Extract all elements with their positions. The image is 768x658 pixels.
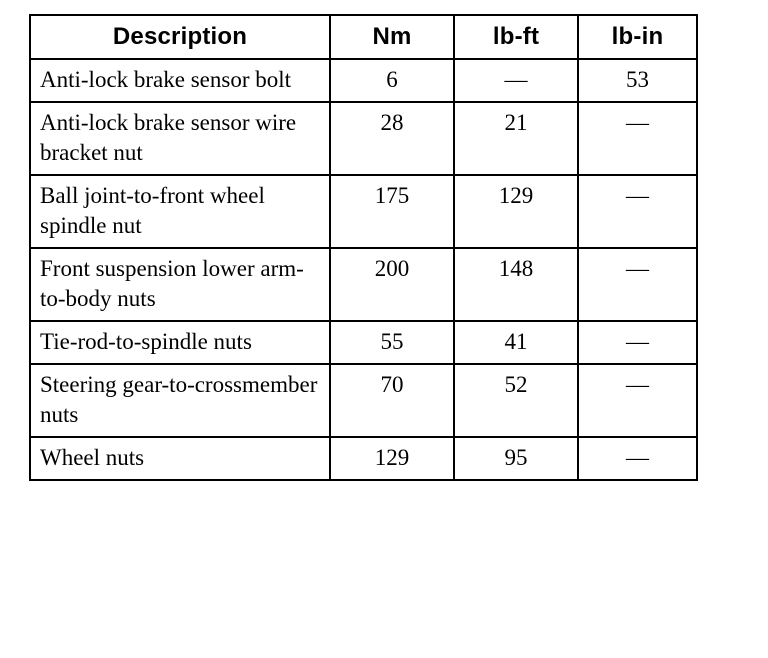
header-lb-in: lb-in — [578, 15, 697, 59]
cell-description: Front suspension lower arm-to-body nuts — [30, 248, 330, 321]
table-row — [30, 437, 697, 480]
header-lb-ft: lb-ft — [454, 15, 578, 59]
cell-lb-in: — — [578, 437, 697, 480]
cell-description: Steering gear-to-crossmember nuts — [30, 364, 330, 437]
cell-lb-ft: 52 — [454, 364, 578, 437]
cell-lb-ft: — — [454, 59, 578, 102]
cell-nm: 55 — [330, 321, 454, 364]
cell-lb-in: — — [578, 364, 697, 437]
cell-lb-ft: 21 — [454, 102, 578, 175]
cell-lb-in: — — [578, 248, 697, 321]
torque-specification-table — [29, 14, 698, 481]
table-row — [30, 102, 697, 175]
cell-description: Wheel nuts — [30, 437, 330, 480]
cell-nm: 175 — [330, 175, 454, 248]
cell-lb-in: 53 — [578, 59, 697, 102]
header-description: Description — [30, 15, 330, 59]
cell-description: Anti-lock brake sensor bolt — [30, 59, 330, 102]
cell-lb-ft: 129 — [454, 175, 578, 248]
table-row — [30, 175, 697, 248]
table-row — [30, 321, 697, 364]
table-row — [30, 248, 697, 321]
table-row — [30, 364, 697, 437]
cell-nm: 28 — [330, 102, 454, 175]
cell-lb-ft: 95 — [454, 437, 578, 480]
cell-nm: 200 — [330, 248, 454, 321]
header-nm: Nm — [330, 15, 454, 59]
cell-description: Ball joint-to-front wheel spindle nut — [30, 175, 330, 248]
cell-description: Tie-rod-to-spindle nuts — [30, 321, 330, 364]
cell-lb-ft: 148 — [454, 248, 578, 321]
cell-lb-ft: 41 — [454, 321, 578, 364]
cell-nm: 6 — [330, 59, 454, 102]
cell-nm: 70 — [330, 364, 454, 437]
table-row — [30, 59, 697, 102]
table-header-row — [30, 15, 697, 59]
cell-lb-in: — — [578, 175, 697, 248]
cell-lb-in: — — [578, 102, 697, 175]
cell-nm: 129 — [330, 437, 454, 480]
cell-description: Anti-lock brake sensor wire bracket nut — [30, 102, 330, 175]
cell-lb-in: — — [578, 321, 697, 364]
